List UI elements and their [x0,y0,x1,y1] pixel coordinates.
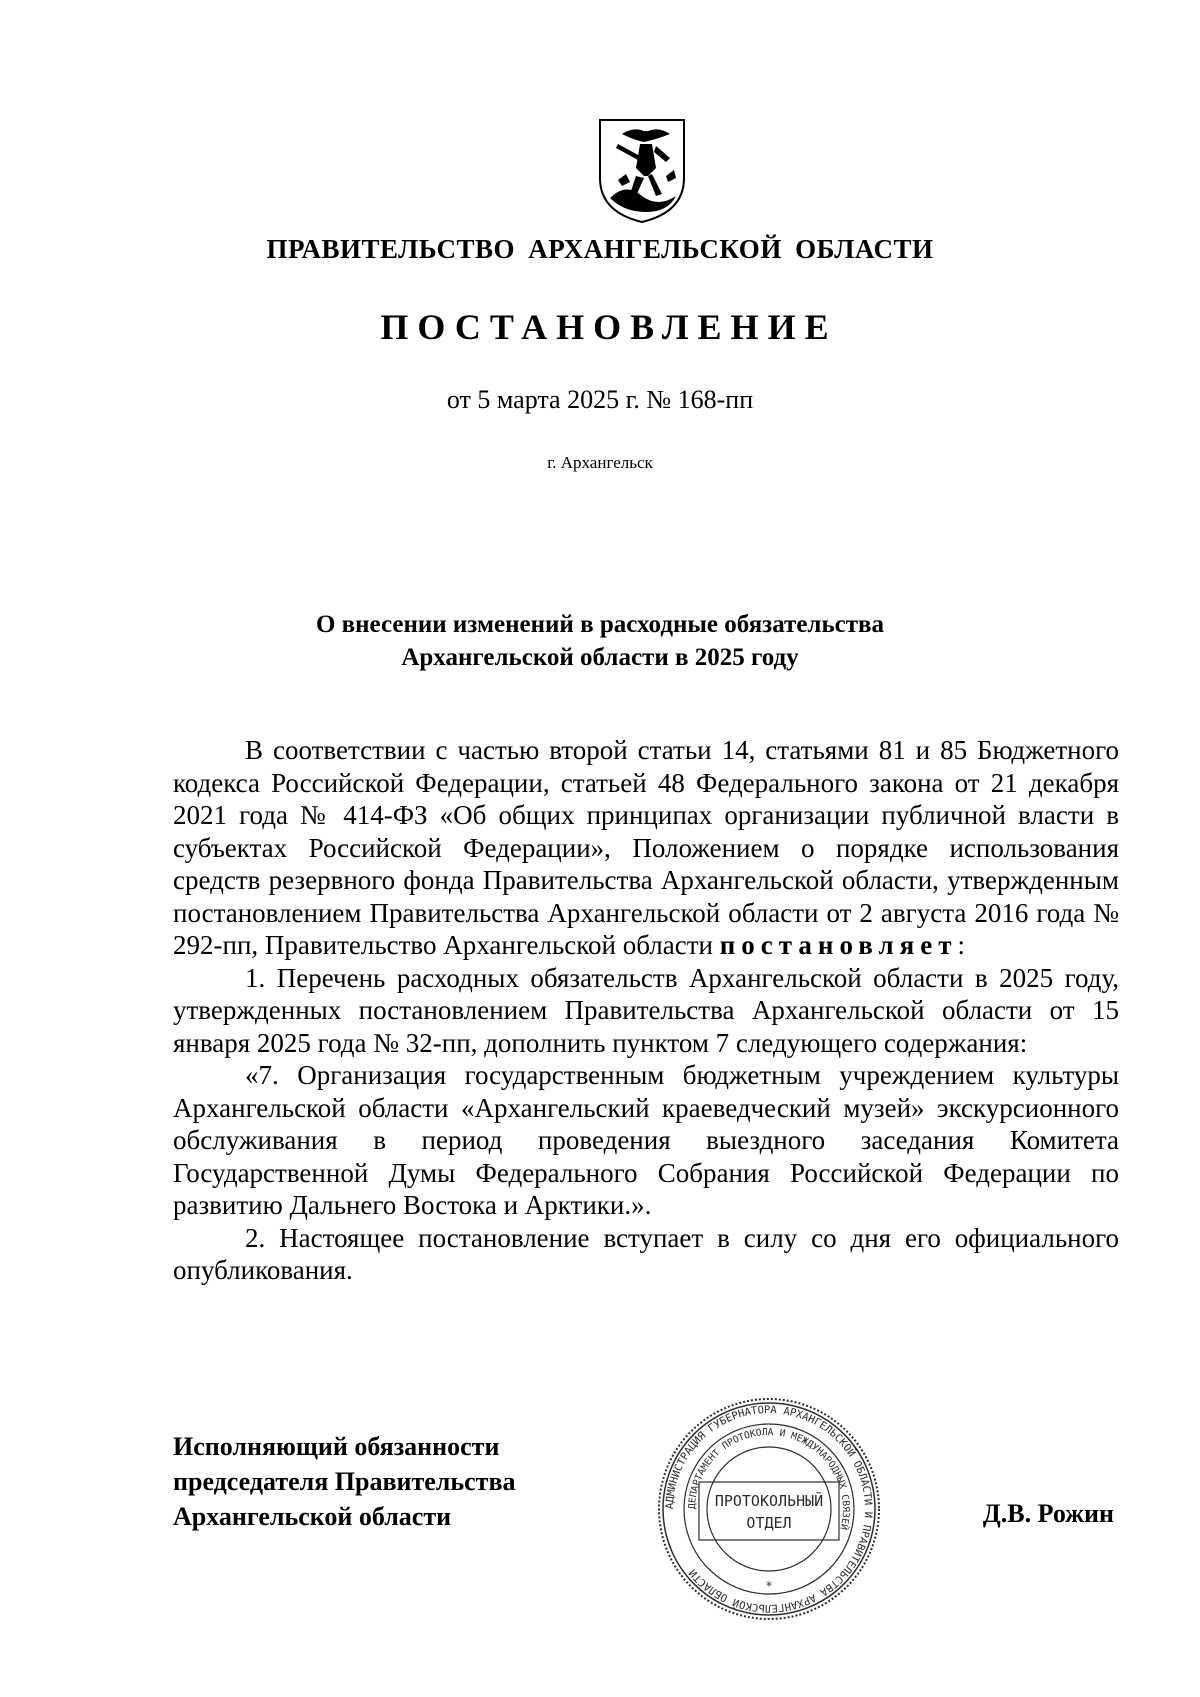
stamp-center-line-1: ПРОТОКОЛЬНЫЙ [714,1492,824,1510]
item-1-quote-paragraph: «7. Организация государственным бюджетным учреждением культуры Архангельской области «Архангельский краеведческий музей» экскурсионного обслуживания в период проведения выездного заседания Комитета Государственной Думы Федерального Собрания Российской Федерации по развитию Дальнего Востока и Арктики.». [173,1060,1119,1220]
decree-word: постановляет [719,930,958,960]
item-2-paragraph: 2. Настоящее постановление вступает в силу со дня его официального опубликования. [173,1222,1119,1285]
signer-position-line-2: председателя Правительства [173,1467,516,1496]
stamp-center-line-2: ОТДЕЛ [746,1514,792,1532]
stamp-inner-text: ДЕПАРТАМЕНТ ПРОТОКОЛА И МЕЖДУНАРОДНЫХ СВЯЗЕЙ [686,1426,852,1531]
document-title [0,608,1200,674]
title-line-1: О внесении изменений в расходные обязательства [315,611,885,638]
svg-text:*: * [766,1579,772,1593]
preamble-text: В соответствии с частью второй статьи 14, статьями 81 и 85 Бюджетного кодекса Российской Федерации, статьей 48 Федерального закона от 21 декабря 2021 года № 414-ФЗ «Об общих принципах организации публичной власти в субъектах Российской Федерации», Положением о порядке использования средств резервного фонда Правительства Архангельской области, утвержденным постановлением Правительства Архангельской области от 2 августа 2016 года № 292-пп, Правительство Архангельской области [173,735,1119,960]
stamp-outer-text: АДМИНИСТРАЦИЯ ГУБЕРНАТОРА АРХАНГЕЛЬСКОЙ ОБЛАСТИ И ПРАВИТЕЛЬСТВА АРХАНГЕЛЬСКОЙ ОБЛАСТИ [663,1403,875,1615]
title-line-2: Архангельской области в 2025 году [401,644,799,671]
signer-position [173,1429,516,1534]
preamble-paragraph [173,734,1119,962]
signer-name: Д.В. Рожин [982,1499,1114,1528]
document-type: ПОСТАНОВЛЕНИЕ [380,307,838,347]
signer-position-line-3: Архангельской области [173,1502,452,1531]
official-stamp [654,1394,884,1624]
decree-colon: : [957,930,966,960]
coat-of-arms-icon [596,116,688,224]
signer-position-line-1: Исполняющий обязанности [173,1432,500,1461]
organization-name: ПРАВИТЕЛЬСТВО АРХАНГЕЛЬСКОЙ ОБЛАСТИ [266,234,934,264]
item-1-paragraph: 1. Перечень расходных обязательств Архангельской области в 2025 году, утвержденных постановлением Правительства Архангельской области от 15 января 2025 года № 32-пп, дополнить пунктом 7 следующего содержания: [173,962,1119,1058]
document-date-number: от 5 марта 2025 г. № 168-пп [446,385,754,414]
document-city: г. Архангельск [547,453,653,472]
document-body [173,734,1119,1287]
